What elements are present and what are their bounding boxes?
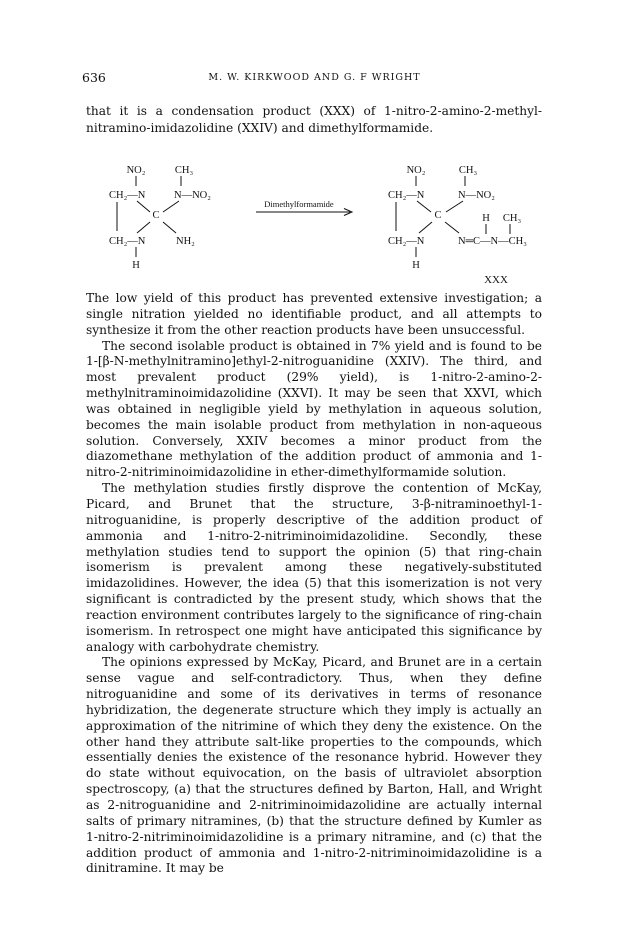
left-ch2n-lower-label: CH₂—N xyxy=(109,236,146,247)
left-bond-n-c-upper xyxy=(137,201,150,212)
right-ch3-label: CH₃ xyxy=(458,165,478,176)
running-head: M. W. KIRKWOOD AND G. F WRIGHT xyxy=(208,72,421,83)
left-c-label: C xyxy=(152,210,160,221)
right-nno2-label: N—NO₂ xyxy=(458,190,495,201)
left-bond-n-c-upper-right xyxy=(163,201,179,212)
right-no2-label: NO₂ xyxy=(406,165,426,176)
right-bond-c-chain xyxy=(445,222,459,233)
paragraph-3: The methylation studies firstly disprove the contention of McKay, Picard, and Brunet that the structure, 3-β-nitraminoethyl-1-nitroguanidine, is properly descriptive of the addition product of ammonia and 1-nitro-2-nitriminoimidazolidine. Secondly, these methylation studies tend to support the opinion (5) that ring-chain isomerism is prevalent among these negatively-substituted imidazolidines. However, the idea (5) that this isomerization is not very significant is contradicted by the present study, which shows that the reaction environment contributes largely to the significance of ring-chain isomerism. In retrospect one might have anticipated this significance by analogy with carbohydrate chemistry. xyxy=(86,481,542,654)
right-ch3-side-label: CH₃ xyxy=(502,213,522,224)
right-c-label: C xyxy=(434,210,442,221)
product-structure xyxy=(388,165,527,286)
left-nno2-label: N—NO₂ xyxy=(174,190,211,201)
right-h-label: H xyxy=(482,213,490,224)
right-ch2n-lower-label: CH₂—N xyxy=(388,236,425,247)
left-ch2n-upper-label: CH₂—N xyxy=(109,190,146,201)
reaction-arrow xyxy=(256,199,352,216)
paragraph-2: The second isolable product is obtained in 7% yield and is found to be 1-[β-N-methylnitramino]ethyl-2-nitroguanidine (XXIV). The third, and most prevalent product (29% yield), is 1-nitro-2-amino-2-methylnitraminoimidazolidine (XXVI). It may be seen that XXVI, which was obtained in negligible yield by methylation in aqueous solution, becomes the main isolable product from methylation in non-aqueous solution. Conversely, XXIV becomes a minor product from the diazomethane methylation of the addition product of ammonia and 1-nitro-2-nitriminoimidazolidine in ether-dimethylformamide solution. xyxy=(86,338,542,480)
left-ch3-label: CH₃ xyxy=(174,165,194,176)
compound-label: XXX xyxy=(484,274,508,286)
right-bond-c-n-lower xyxy=(419,222,432,233)
right-chain-label: N═C—N—CH₃ xyxy=(458,236,527,247)
right-bond-n-c-upper xyxy=(417,201,431,212)
intro-paragraph: that it is a condensation product (XXX) of 1-nitro-2-amino-2-methyl-nitramino-imidazolidine (XXIV) and dimethylformamide. xyxy=(86,104,542,135)
left-nh2-label: NH₂ xyxy=(176,236,195,247)
left-bond-c-nh2 xyxy=(163,222,176,233)
right-h-bottom-label: H xyxy=(412,260,420,271)
left-h-label: H xyxy=(132,260,140,271)
left-no2-label: NO₂ xyxy=(126,165,146,176)
page-number: 636 xyxy=(82,70,106,85)
reactant-structure xyxy=(109,165,211,271)
paragraph-4: The opinions expressed by McKay, Picard, and Brunet are in a certain sense vague and self-contradictory. Thus, when they define nitroguanidine and some of its derivatives in terms of resonance hybridization, the degenerate structure which they imply is actually an approximation of the nitrimine of which they deny the existence. On the other hand they attribute salt-like properties to the compounds, which essentially denies the existence of the resonance hybrid. However they do state without equivocation, on the basis of ultraviolet absorption spectroscopy, (a) that the structures defined by Barton, Hall, and Wright as 2-nitroguanidine and 2-nitriminoimidazolidine are actually internal salts of primary nitramines, (b) that the structure defined by Kumler as 1-nitro-2-nitriminoimidazolidine is a primary nitramine, and (c) that the addition product of ammonia and 1-nitro-2-nitriminoimidazolidine is a dinitramine. It may be xyxy=(86,655,542,876)
right-ch2n-upper-label: CH₂—N xyxy=(388,190,425,201)
arrow-reagent-label: Dimethylformamide xyxy=(264,199,334,209)
left-bond-c-n-lower xyxy=(137,222,150,233)
right-bond-n-c-upper-right xyxy=(446,201,463,212)
body-text xyxy=(86,291,542,877)
paragraph-1: The low yield of this product has prevented extensive investigation; a single nitration yielded no identifiable product, and all attempts to synthesize it from the other reaction products have been unsuccessful. xyxy=(86,291,542,337)
